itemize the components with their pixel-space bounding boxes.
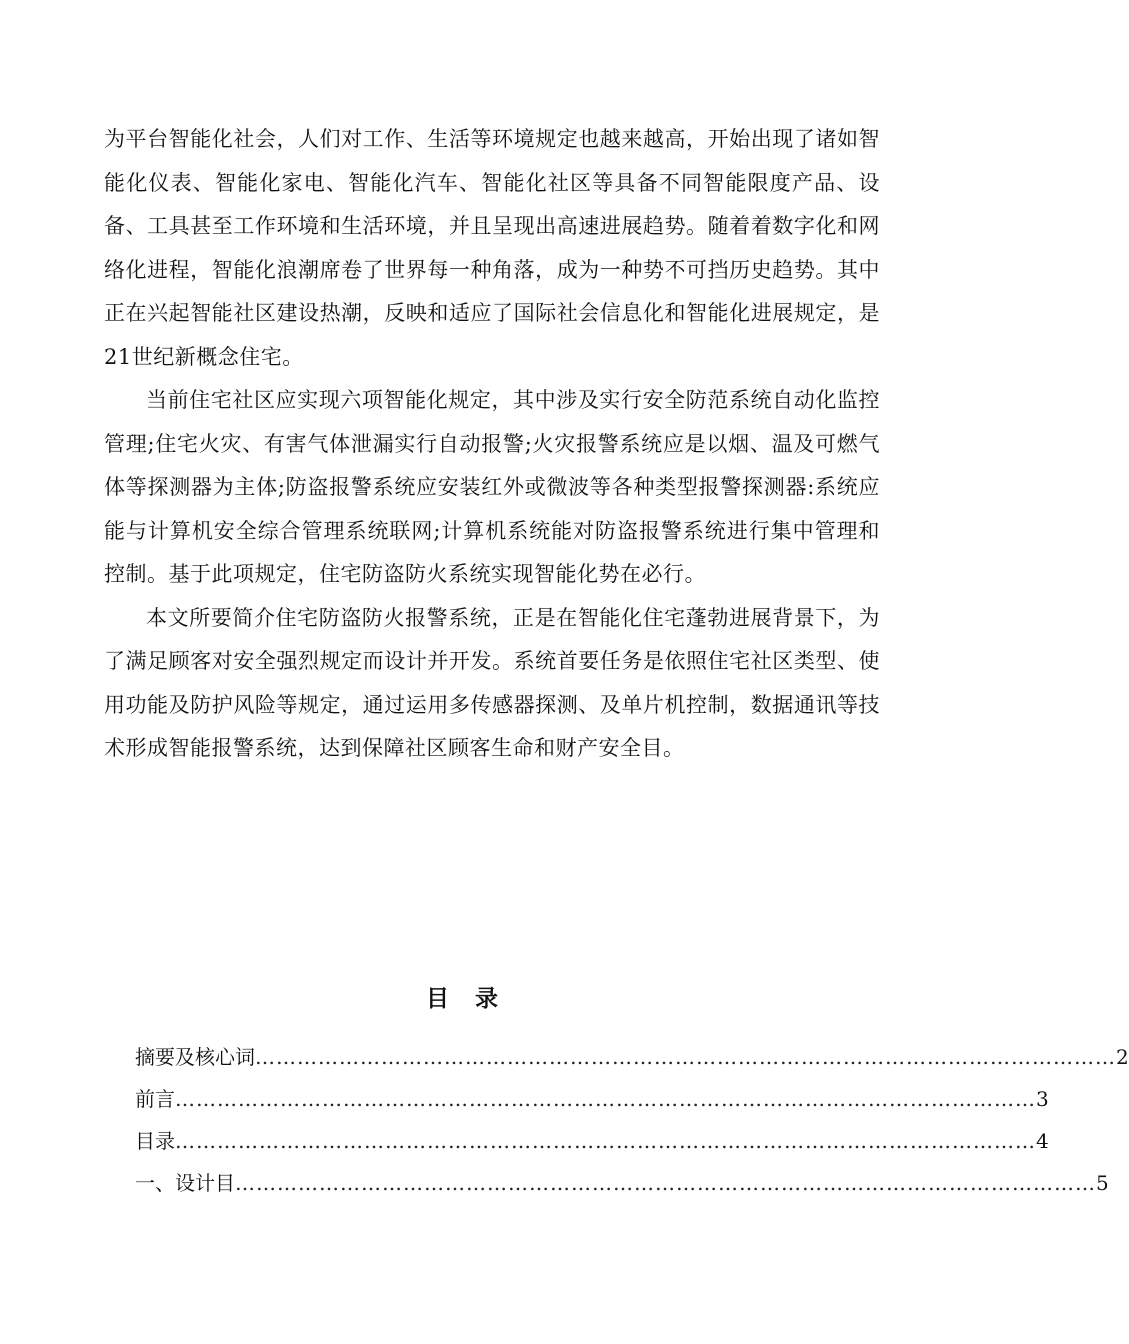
toc-entry[interactable] [135, 1162, 1109, 1204]
toc-entry-page: 4 [1036, 1129, 1049, 1153]
paragraph-1: 为平台智能化社会，人们对工作、生活等环境规定也越来越高，开始出现了诸如智能化仪表、智能化家电、智能化汽车、智能化社区等具备不同智能限度产品、设备、工具甚至工作环境和生活环境，并且呈现出高速进展趋势。随着着数字化和网络化进程，智能化浪潮席卷了世界每一种角落，成为一种势不可挡历史趋势。其中正在兴起智能社区建设热潮，反映和适应了国际社会信息化和智能化进展规定，是21世纪新概念住宅。 [104, 127, 880, 369]
body-text [104, 118, 880, 771]
toc-entry-page: 3 [1036, 1087, 1049, 1111]
toc-leader-dots: …………………………………………………………………………………………………………… [175, 1129, 1036, 1153]
toc-entry[interactable] [135, 1078, 1049, 1120]
paragraph-3: 本文所要简介住宅防盗防火报警系统，正是在智能化住宅蓬勃进展背景下，为了满足顾客对安全强烈规定而设计并开发。系统首要任务是依照住宅社区类型、使用功能及防护风险等规定，通过运用多传感器探测、及单片机控制，数据通讯等技术形成智能报警系统，达到保障社区顾客生命和财产安全目。 [104, 605, 880, 760]
toc-entry-label: 摘要及核心词 [135, 1045, 255, 1069]
toc-entry-page: 2 [1116, 1045, 1129, 1069]
toc-entry-page: 5 [1096, 1171, 1109, 1195]
toc-leader-dots: …………………………………………………………………………………………………………… [255, 1045, 1116, 1069]
toc-entry[interactable] [135, 1036, 1129, 1078]
table-of-contents [135, 1036, 1129, 1204]
toc-entry[interactable] [135, 1120, 1049, 1162]
toc-leader-dots: …………………………………………………………………………………………………………… [235, 1171, 1096, 1195]
toc-entry-label: 前言 [135, 1087, 175, 1111]
paragraph-2: 当前住宅社区应实现六项智能化规定，其中涉及实行安全防范系统自动化监控管理;住宅火灾、有害气体泄漏实行自动报警;火灾报警系统应是以烟、温及可燃气体等探测器为主体;防盗报警系统应安装红外或微波等各种类型报警探测器:系统应能与计算机安全综合管理系统联网;计算机系统能对防盗报警系统进行集中管理和控制。基于此项规定，住宅防盗防火系统实现智能化势在必行。 [104, 388, 880, 586]
toc-entry-label: 目录 [135, 1129, 175, 1153]
toc-title: 目录 [426, 986, 524, 1012]
toc-entry-label: 一、设计目 [135, 1171, 235, 1195]
toc-leader-dots: …………………………………………………………………………………………………………… [175, 1087, 1036, 1111]
